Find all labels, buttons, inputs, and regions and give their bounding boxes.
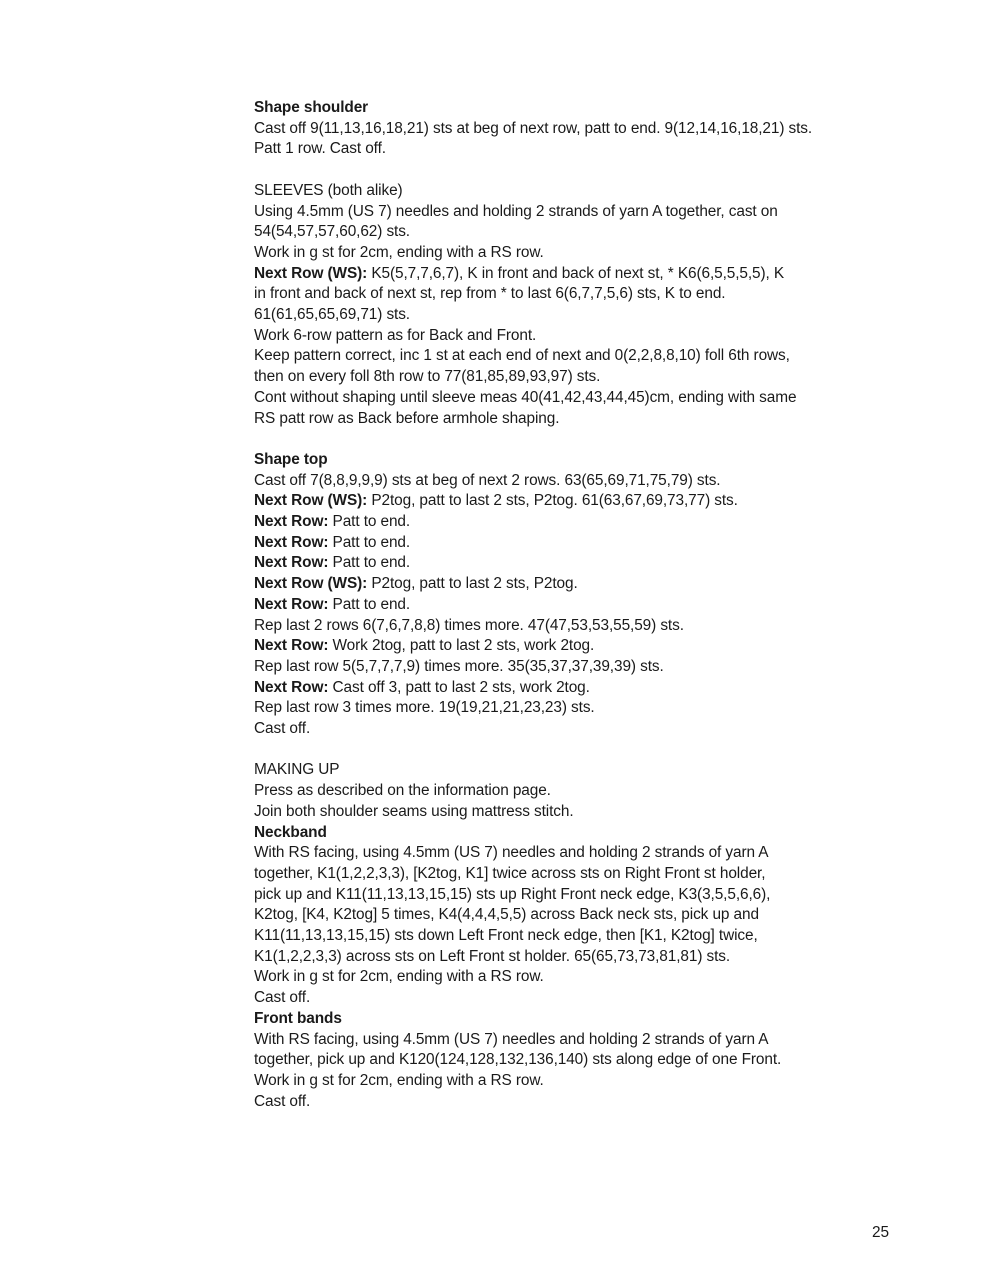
text-line: K11(11,13,13,15,15) sts down Left Front neck edge, then [K1, K2tog] twice, bbox=[254, 927, 758, 945]
text-line: K1(1,2,2,3,3) across sts on Left Front st holder. 65(65,73,73,81,81) sts. bbox=[254, 947, 731, 965]
text-line bbox=[254, 678, 934, 699]
text-line: Keep pattern correct, inc 1 st at each end of next and 0(2,2,8,8,10) foll 6th rows, bbox=[254, 347, 790, 365]
row-label: Next Row: bbox=[254, 513, 329, 531]
text-line: 54(54,57,57,60,62) sts. bbox=[254, 223, 410, 241]
text-line: Cast off. bbox=[254, 989, 311, 1007]
row-text: Patt to end. bbox=[328, 533, 411, 551]
row-text: Patt to end. bbox=[328, 554, 411, 572]
section-heading-front-bands: Front bands bbox=[254, 1009, 342, 1027]
text-line: Work in g st for 2cm, ending with a RS row. bbox=[254, 1072, 544, 1089]
row-label: Next Row (WS): bbox=[254, 264, 368, 282]
text-line: Patt 1 row. Cast off. bbox=[254, 140, 386, 158]
row-label: Next Row: bbox=[254, 678, 329, 696]
text-line bbox=[254, 595, 934, 616]
text-line: Cast off. bbox=[254, 720, 311, 738]
text-line: Cast off 7(8,8,9,9,9) sts at beg of next 2 rows. 63(65,69,71,75,79) sts. bbox=[254, 471, 721, 489]
text-line bbox=[254, 553, 934, 574]
text-line: then on every foll 8th row to 77(81,85,89,93,97) sts. bbox=[254, 368, 601, 386]
text-line: Work 6-row pattern as for Back and Front. bbox=[254, 326, 537, 344]
page-number: 25 bbox=[872, 1224, 890, 1241]
row-label: Next Row (WS): bbox=[254, 575, 368, 593]
text-line: Press as described on the information page. bbox=[254, 782, 551, 800]
text-line: Join both shoulder seams using mattress stitch. bbox=[254, 802, 574, 820]
text-line bbox=[254, 636, 934, 657]
row-label: Next Row: bbox=[254, 533, 329, 551]
text-line: pick up and K11(11,13,13,15,15) sts up Right Front neck edge, K3(3,5,5,6,6), bbox=[254, 885, 771, 903]
row-label: Next Row: bbox=[254, 554, 329, 572]
row-label: Next Row: bbox=[254, 637, 329, 655]
text-line: Rep last row 3 times more. 19(19,21,21,23,23) sts. bbox=[254, 699, 595, 717]
text-line: Rep last row 5(5,7,7,7,9) times more. 35(35,37,37,39,39) sts. bbox=[254, 657, 664, 675]
section-heading-neckband: Neckband bbox=[254, 823, 327, 841]
text-line: together, K1(1,2,2,3,3), [K2tog, K1] twice across sts on Right Front st holder, bbox=[254, 864, 766, 882]
section-heading-shape-top: Shape top bbox=[254, 450, 328, 468]
text-line: together, pick up and K120(124,128,132,136,140) sts along edge of one Front. bbox=[254, 1051, 782, 1069]
row-text: P2tog, patt to last 2 sts, P2tog. bbox=[367, 575, 578, 593]
text-line: Work in g st for 2cm, ending with a RS row. bbox=[254, 968, 544, 986]
row-text: Patt to end. bbox=[328, 595, 411, 613]
row-label: Next Row (WS): bbox=[254, 492, 368, 510]
text-line bbox=[254, 533, 934, 554]
section-heading-shape-shoulder: Shape shoulder bbox=[254, 99, 369, 116]
text-line: Cast off. bbox=[254, 1092, 311, 1110]
section-heading-making-up: MAKING UP bbox=[254, 761, 340, 779]
text-line: Cast off 9(11,13,16,18,21) sts at beg of next row, patt to end. 9(12,14,16,18,21) sts. bbox=[254, 119, 813, 137]
text-line: Using 4.5mm (US 7) needles and holding 2 strands of yarn A together, cast on bbox=[254, 202, 778, 220]
row-text: K5(5,7,7,6,7), K in front and back of next st, * K6(6,5,5,5,5), K bbox=[367, 264, 785, 282]
row-text: Work 2tog, patt to last 2 sts, work 2tog. bbox=[328, 637, 595, 655]
row-text: P2tog, patt to last 2 sts, P2tog. 61(63,67,69,73,77) sts. bbox=[367, 492, 738, 510]
text-line: With RS facing, using 4.5mm (US 7) needles and holding 2 strands of yarn A bbox=[254, 1030, 769, 1048]
row-text: Cast off 3, patt to last 2 sts, work 2tog. bbox=[328, 678, 590, 696]
text-line: K2tog, [K4, K2tog] 5 times, K4(4,4,4,5,5) across Back neck sts, pick up and bbox=[254, 906, 759, 924]
text-line: RS patt row as Back before armhole shaping. bbox=[254, 409, 560, 427]
text-line: 61(61,65,65,69,71) sts. bbox=[254, 306, 410, 324]
text-line bbox=[254, 264, 934, 285]
text-line: Cont without shaping until sleeve meas 40(41,42,43,44,45)cm, ending with same bbox=[254, 388, 797, 406]
text-line bbox=[254, 574, 934, 595]
text-line bbox=[254, 491, 934, 512]
section-heading-sleeves: SLEEVES (both alike) bbox=[254, 181, 403, 199]
row-text: Patt to end. bbox=[328, 513, 411, 531]
pattern-text bbox=[254, 98, 934, 1112]
text-line bbox=[254, 512, 934, 533]
text-line: in front and back of next st, rep from * to last 6(6,7,7,5,6) sts, K to end. bbox=[254, 285, 726, 303]
text-line: Rep last 2 rows 6(7,6,7,8,8) times more. 47(47,53,53,55,59) sts. bbox=[254, 616, 684, 634]
row-label: Next Row: bbox=[254, 595, 329, 613]
text-line: Work in g st for 2cm, ending with a RS row. bbox=[254, 243, 544, 261]
text-line: With RS facing, using 4.5mm (US 7) needles and holding 2 strands of yarn A bbox=[254, 844, 769, 862]
